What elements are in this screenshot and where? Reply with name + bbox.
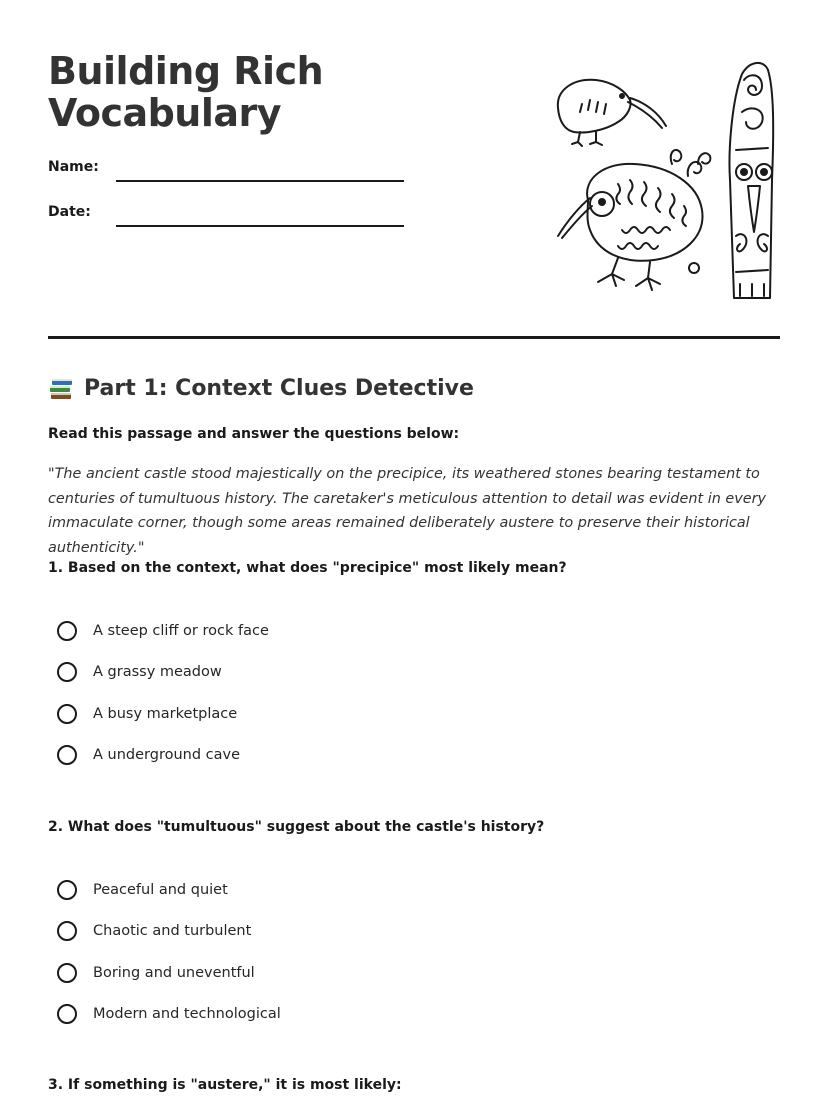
reading-passage: "The ancient castle stood majestically on the precipice, its weathered stones bearing testament to centuries of tumultuous history. The caretaker's meticulous attention to detail was evident in every immaculate corner, though some areas remained deliberately austere to preserve their historical authenticity." <box>48 466 767 556</box>
books-icon <box>48 376 74 402</box>
option-label: Boring and uneventful <box>93 964 255 981</box>
question-1 <box>48 558 780 764</box>
radio-button[interactable] <box>57 662 77 682</box>
option-label: Peaceful and quiet <box>93 881 228 898</box>
question-text: 1. Based on the context, what does "precipice" most likely mean? <box>48 560 567 576</box>
name-label: Name: <box>48 159 99 175</box>
option-label: A busy marketplace <box>93 705 238 722</box>
radio-button[interactable] <box>57 704 77 724</box>
question-text: 2. What does "tumultuous" suggest about the castle's history? <box>48 819 545 835</box>
name-field[interactable] <box>48 158 408 182</box>
answer-option[interactable] <box>57 610 269 652</box>
answer-option[interactable] <box>57 952 281 994</box>
name-line[interactable] <box>116 180 404 182</box>
date-line[interactable] <box>116 225 404 227</box>
header-divider <box>48 336 780 339</box>
answer-option[interactable] <box>57 994 281 1036</box>
radio-button[interactable] <box>57 921 77 941</box>
instructions-text: Read this passage and answer the questions below: <box>48 426 460 442</box>
section-heading-text: Part 1: Context Clues Detective <box>84 376 474 401</box>
kiwi-bird-icon <box>558 80 666 146</box>
option-label: Chaotic and turbulent <box>93 923 252 940</box>
date-field[interactable] <box>48 203 408 227</box>
answer-option[interactable] <box>57 652 269 694</box>
option-label: A underground cave <box>93 747 241 764</box>
answer-option[interactable] <box>57 911 281 953</box>
worksheet-title: Building Rich Vocabulary <box>48 49 324 135</box>
answer-option[interactable] <box>57 693 269 735</box>
kiwi-and-carving-illustration <box>518 60 780 304</box>
answer-options <box>57 869 281 1035</box>
answer-option[interactable] <box>57 735 269 777</box>
option-label: A grassy meadow <box>93 664 222 681</box>
radio-button[interactable] <box>57 1004 77 1024</box>
radio-button[interactable] <box>57 745 77 765</box>
answer-options <box>57 610 269 776</box>
maori-carving-icon <box>730 63 774 298</box>
radio-button[interactable] <box>57 621 77 641</box>
option-label: A steep cliff or rock face <box>93 622 269 639</box>
question-2 <box>48 817 780 1023</box>
date-label: Date: <box>48 204 91 220</box>
radio-button[interactable] <box>57 880 77 900</box>
answer-option[interactable] <box>57 869 281 911</box>
question-3 <box>48 1075 780 1095</box>
section-heading <box>48 375 474 403</box>
option-label: Modern and technological <box>93 1006 281 1023</box>
kiwi-bird-icon <box>558 150 710 290</box>
question-text: 3. If something is "austere," it is most likely: <box>48 1077 402 1093</box>
radio-button[interactable] <box>57 963 77 983</box>
